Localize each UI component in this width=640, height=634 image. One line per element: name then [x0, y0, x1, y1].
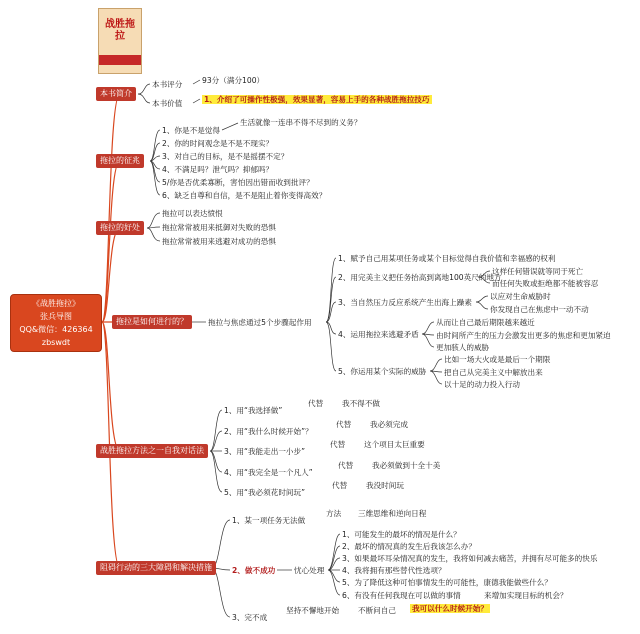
worry-q6: 6、有没有任何我现在可以做的事情	[342, 591, 461, 600]
root-id: zbswdt	[41, 338, 71, 347]
root-author: 张兵导图	[40, 312, 72, 321]
how-step-2a: 这样任何错误就等同于死亡	[492, 267, 584, 276]
sign-3: 3、对自己的目标，是不是摇摆不定？	[162, 152, 289, 161]
self-talk-3-old: 这个项目太巨重要	[364, 440, 425, 449]
branch-self-talk: 战胜拖拉方法之一自我对话法	[96, 444, 208, 458]
how-step-1: 1、赋予自己用某项任务或某个目标觉得自我价值和幸福感的权利	[338, 254, 556, 263]
branch-intro: 本书简介	[96, 87, 136, 101]
branch-benefits: 拖拉的好处	[96, 221, 144, 235]
sign-1: 1、你是不是觉得	[162, 126, 220, 135]
self-talk-4-replace: 代替	[338, 461, 354, 470]
intro-value-key: 本书价值	[152, 99, 183, 108]
sign-4: 4、不满足吗？泄气吗？抑郁吗？	[162, 165, 274, 174]
self-talk-3: 3、用“我能走出一小步”	[224, 447, 306, 456]
how-step-5: 5、你运用某个实际的威胁	[338, 367, 427, 376]
obstacle-2-handling: 忧心处理	[294, 566, 325, 575]
book-cover-band	[99, 55, 141, 65]
how-step-3b: 你发现自己在焦虑中一动不动	[490, 305, 589, 314]
how-step-4: 4、运用拖拉来逃避矛盾	[338, 330, 419, 339]
obstacle-3-question: 我可以什么时候开始？	[412, 604, 488, 613]
book-cover-title: 战胜拖拉	[105, 19, 135, 42]
benefit-1: 拖拉可以表达愤恨	[162, 209, 223, 218]
obstacle-2: 2、做不成功	[232, 566, 276, 575]
self-talk-5: 5、用“我必须花时间玩”	[224, 488, 306, 497]
worry-q4: 4、我将拥有那些替代性选项？	[342, 566, 446, 575]
self-talk-2: 2、用“我什么时候开始”？	[224, 427, 313, 436]
worry-q5: 5、为了降低这种可怕事情发生的可能性，康德我能做些什么？	[342, 578, 552, 587]
self-talk-1-old: 我不得不做	[342, 399, 380, 408]
sign-6: 6、缺乏自尊和自信，是不是阻止着你变得高效？	[162, 191, 327, 200]
obstacle-1-method: 三维思维和逆向日程	[358, 509, 427, 518]
branch-how: 拖拉是如何进行的？	[112, 315, 192, 329]
self-talk-4: 4、用“我完全是一个凡人”	[224, 468, 313, 477]
benefit-3: 拖拉常常被用来逃避对成功的恐惧	[162, 237, 276, 246]
how-step-3a: 以应对生命威胁时	[490, 292, 551, 301]
worry-q6-detail: 来增加实现目标的机会？	[484, 591, 568, 600]
benefit-2: 拖拉常常被用来抵御对失败的恐惧	[162, 223, 276, 232]
root-contact: QQ&微信：426364	[19, 325, 93, 334]
root-node	[10, 294, 102, 352]
obstacle-3-action: 坚持不懈地开始	[286, 606, 340, 615]
self-talk-5-replace: 代替	[332, 481, 348, 490]
worry-q3: 3、如果最坏耳朵情况真的发生，我将如何减去痛苦，并拥有尽可能多的快乐	[342, 554, 598, 563]
how-summary: 拖拉与焦虑通过5个步骤起作用	[208, 318, 312, 327]
how-step-3: 3、当自然压力反应系统产生出海上躁素	[338, 298, 472, 307]
obstacle-3: 3、完不成	[232, 613, 268, 622]
self-talk-1: 1、用“我选择做”	[224, 406, 283, 415]
intro-rating-key: 本书评分	[152, 80, 183, 89]
sign-1-detail: 生活就像一连串不得不尽到的义务？	[240, 118, 362, 127]
self-talk-3-replace: 代替	[330, 440, 346, 449]
self-talk-1-replace: 代替	[308, 399, 324, 408]
sign-2: 2、你的时间观念是不是不现实？	[162, 139, 274, 148]
obstacle-3-ask: 不断问自己	[358, 606, 396, 615]
self-talk-4-old: 我必须做到十全十美	[372, 461, 441, 470]
how-step-5b: 把自己从完美主义中解放出来	[444, 368, 543, 377]
self-talk-2-replace: 代替	[336, 420, 352, 429]
intro-value-text: 1、介绍了可操作性极强，效果显著，容易上手的各种战胜拖拉技巧	[204, 95, 430, 104]
obstacle-1-method-key: 方法	[326, 509, 342, 518]
worry-q1: 1、可能发生的最坏的情况是什么？	[342, 530, 461, 539]
self-talk-2-old: 我必须完成	[370, 420, 408, 429]
self-talk-5-old: 我没时间玩	[366, 481, 404, 490]
how-step-2: 2、用完美主义把任务抬高到离地100英尺的地方	[338, 273, 502, 282]
how-step-2b: 而任何失败或拒绝都不能被容忍	[492, 279, 599, 288]
intro-rating-value: 93分（满分100）	[202, 76, 265, 85]
how-step-5c: 以十足的动力投入行动	[444, 380, 520, 389]
branch-signs: 拖拉的征兆	[96, 154, 144, 168]
branch-obstacles: 阻碍行动的三大障碍和解决措施	[96, 561, 216, 575]
sign-5: 5/你是否优柔寡断，害怕因出错而收到批评？	[162, 178, 314, 187]
book-cover-image	[98, 8, 142, 74]
root-title: 《战胜拖拉》	[32, 299, 80, 308]
how-step-5a: 比如一场大火或是最后一个期限	[444, 355, 551, 364]
worry-q2: 2、最坏的情况真的发生后我该怎么办？	[342, 542, 476, 551]
how-step-4a: 从而让自己最后期限越来越近	[436, 318, 535, 327]
how-step-4c: 更加骇人的威胁	[436, 343, 490, 352]
how-step-4b: 由时间所产生的压力会激发出更多的焦虑和更加紧迫	[436, 331, 611, 340]
obstacle-1: 1、某一项任务无法做	[232, 516, 306, 525]
